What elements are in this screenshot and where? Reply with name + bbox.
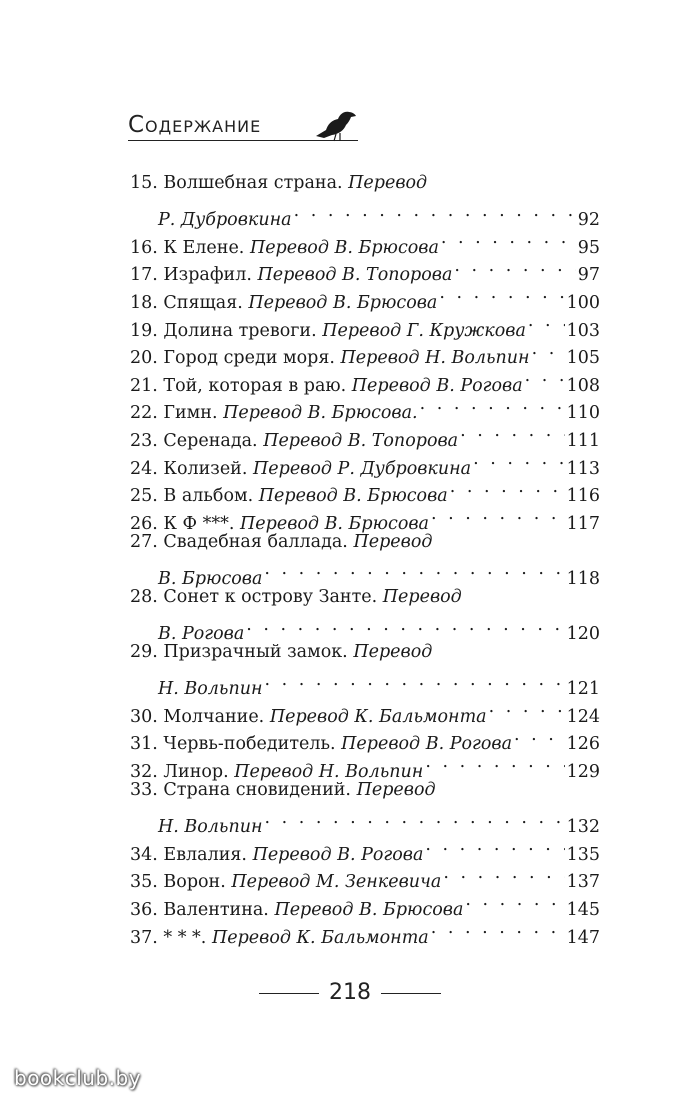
- dot-leader: [425, 749, 564, 777]
- entry-number: 20.: [130, 348, 158, 369]
- translator-credit: В. Рогова: [158, 624, 245, 645]
- dot-leader: [265, 805, 565, 833]
- translator-credit: Перевод Г. Кружкова: [322, 320, 526, 341]
- dot-leader: [443, 860, 564, 888]
- page-ref: 100: [566, 292, 600, 313]
- poem-title: Спящая.: [163, 292, 243, 313]
- toc-entry-line: [130, 722, 600, 755]
- dot-leader: [264, 556, 564, 584]
- toc-entry-line: [130, 280, 600, 313]
- dot-leader: [439, 280, 564, 308]
- translator-credit: Перевод В. Брюсова: [240, 513, 429, 534]
- dot-leader: [528, 308, 565, 336]
- translator-credit: Перевод В. Рогова: [341, 734, 513, 755]
- poem-title: К Ф ***.: [163, 513, 235, 534]
- entry-number: 29.: [130, 642, 158, 663]
- entry-number: 27.: [130, 531, 158, 552]
- translator-credit: Перевод В. Брюсова: [274, 900, 464, 921]
- translator-credit: Перевод В. Рогова: [252, 844, 424, 865]
- page-ref: 117: [566, 513, 600, 534]
- translator-credit: Перевод В. Брюсова: [248, 292, 438, 313]
- toc-entry-line: [130, 694, 600, 727]
- poem-title: Долина тревоги.: [163, 320, 317, 341]
- page-ref: 97: [577, 265, 600, 286]
- toc-entry-line: [130, 777, 600, 805]
- toc-entry-line: [130, 198, 600, 231]
- poem-title: Серенада.: [163, 430, 258, 451]
- table-of-contents: [130, 170, 600, 948]
- poem-title: Сонет к острову Занте.: [163, 586, 378, 607]
- page-ref: 121: [566, 679, 600, 700]
- translator-credit: Р. Дубровкина: [158, 210, 292, 231]
- toc-entry-line: [130, 501, 600, 534]
- translator-credit: Перевод: [353, 531, 433, 552]
- page-ref: 95: [577, 237, 600, 258]
- poem-title: Израфил.: [163, 265, 252, 286]
- watermark: bookclub.by: [14, 1066, 142, 1090]
- toc-entry-text: [130, 584, 462, 612]
- dot-leader: [450, 474, 565, 502]
- dot-leader: [525, 363, 565, 391]
- translator-credit: Перевод М. Зенкевича: [231, 872, 442, 893]
- entry-number: 25.: [130, 486, 158, 507]
- toc-entry-text: [130, 170, 427, 198]
- toc-entry-line: [130, 446, 600, 479]
- toc-entry-text: [130, 925, 429, 953]
- dot-leader: [246, 612, 564, 640]
- page-ref: 145: [566, 900, 600, 921]
- toc-entry-line: [130, 391, 600, 424]
- poem-title: Волшебная страна.: [163, 173, 343, 193]
- section-title: Содержание: [128, 112, 262, 138]
- entry-number: 23.: [130, 430, 158, 451]
- poem-title: Червь-победитель.: [163, 734, 336, 755]
- page-ref: 147: [566, 927, 600, 948]
- page-ref: 103: [566, 320, 600, 341]
- toc-entry-line: [130, 170, 600, 198]
- page-ref: 111: [566, 430, 600, 451]
- toc-entry-line: [130, 832, 600, 865]
- dot-leader: [431, 915, 565, 943]
- translator-credit: Перевод Р. Дубровкина: [253, 458, 472, 479]
- translator-credit: Н. Вольпин: [158, 679, 263, 700]
- page-ref: 105: [566, 348, 600, 369]
- dot-leader: [465, 887, 564, 915]
- toc-entry-line: [130, 418, 600, 451]
- page-ref: 129: [566, 762, 600, 783]
- toc-entry-line: [130, 639, 600, 667]
- translator-credit: Перевод Н. Вольпин: [340, 348, 530, 369]
- toc-entry-line: [130, 667, 600, 700]
- entry-number: 28.: [130, 586, 158, 607]
- folio-dash-right: [381, 993, 441, 994]
- toc-entry-line: [130, 860, 600, 893]
- poem-title: К Елене.: [163, 237, 245, 258]
- entry-number: 36.: [130, 900, 158, 921]
- translator-credit: Перевод В. Брюсова: [258, 486, 448, 507]
- toc-entry-line: [130, 749, 600, 783]
- entry-number: 37.: [130, 927, 158, 948]
- poem-title: Евлалия.: [163, 844, 247, 865]
- toc-entry-line: [130, 887, 600, 921]
- dot-leader: [265, 667, 565, 695]
- entry-number: 15.: [130, 173, 158, 193]
- translator-credit: Перевод В. Брюсова: [249, 237, 439, 258]
- page-ref: 120: [566, 624, 600, 645]
- poem-title: Призрачный замок.: [163, 642, 348, 663]
- toc-entry-line: [130, 612, 600, 645]
- translator-credit: Перевод К. Бальмонта: [269, 706, 487, 727]
- entry-number: 30.: [130, 706, 158, 727]
- entry-number: 24.: [130, 458, 158, 479]
- entry-number: 18.: [130, 292, 158, 313]
- translator-credit: Н. Вольпин: [158, 817, 263, 838]
- dot-leader: [425, 832, 564, 860]
- poem-title: Колизей.: [163, 458, 248, 479]
- translator-credit: Перевод: [353, 642, 433, 663]
- page-number: 218: [329, 980, 371, 1005]
- page-ref: 113: [566, 458, 600, 479]
- toc-entry-line: [130, 915, 600, 948]
- dot-leader: [460, 418, 564, 446]
- poem-title: Той, которая в раю.: [163, 375, 347, 396]
- page-ref: 132: [566, 817, 600, 838]
- toc-entry-line: [130, 336, 600, 369]
- dot-leader: [489, 694, 565, 722]
- toc-entry-line: [130, 805, 600, 838]
- entry-number: 21.: [130, 375, 158, 396]
- toc-entry-line: [130, 363, 600, 396]
- folio-dash-left: [259, 993, 319, 994]
- poem-title: Валентина.: [163, 900, 269, 921]
- translator-credit: Перевод В. Брюсова.: [223, 403, 418, 424]
- toc-entry-line: [130, 225, 600, 258]
- toc-entry-line: [130, 253, 600, 286]
- entry-number: 26.: [130, 513, 158, 534]
- poem-title: Ворон.: [163, 872, 226, 893]
- page-ref: 137: [566, 872, 600, 893]
- toc-entry-line: [130, 308, 600, 341]
- poem-title: Линор.: [163, 762, 229, 783]
- translator-credit: Перевод В. Топорова: [257, 265, 453, 286]
- poem-title: * * *.: [163, 927, 207, 948]
- entry-number: 31.: [130, 734, 158, 755]
- page-ref: 118: [566, 568, 600, 589]
- toc-entry-line: [130, 556, 600, 589]
- entry-number: 22.: [130, 403, 158, 424]
- poem-title: Свадебная баллада.: [163, 531, 348, 552]
- poem-title: Гимн.: [163, 403, 218, 424]
- translator-credit: Перевод: [348, 173, 428, 193]
- entry-number: 19.: [130, 320, 158, 341]
- toc-entry-line: [130, 529, 600, 557]
- dot-leader: [454, 253, 575, 281]
- translator-credit: Перевод В. Рогова: [351, 375, 523, 396]
- dot-leader: [441, 225, 576, 253]
- dot-leader: [420, 391, 565, 419]
- poem-title: Страна сновидений.: [163, 780, 351, 801]
- dot-leader: [431, 501, 565, 529]
- poem-title: В альбом.: [163, 486, 254, 507]
- poem-title: Город среди моря.: [163, 348, 335, 369]
- entry-number: 35.: [130, 872, 158, 893]
- dot-leader: [532, 336, 565, 364]
- entry-number: 33.: [130, 780, 158, 801]
- translator-credit: Перевод К. Бальмонта: [211, 927, 429, 948]
- dot-leader: [294, 198, 576, 226]
- translator-credit: Перевод: [382, 586, 462, 607]
- page-ref: 124: [566, 706, 600, 727]
- translator-credit: Перевод: [356, 780, 436, 801]
- toc-entry-text: [130, 639, 432, 667]
- page-folio: [0, 980, 700, 1005]
- translator-credit: В. Брюсова: [158, 568, 263, 589]
- dot-leader: [473, 446, 564, 474]
- poem-title: Молчание.: [163, 706, 265, 727]
- entry-number: 34.: [130, 844, 158, 865]
- page-ref: 110: [566, 403, 600, 424]
- translator-credit: Перевод Н. Вольпин: [234, 762, 424, 783]
- toc-entry-text: [130, 529, 432, 557]
- raven-icon: [310, 106, 358, 142]
- translator-credit: Перевод В. Топорова: [263, 430, 459, 451]
- toc-entry-text: [130, 777, 436, 805]
- toc-entry-line: [130, 474, 600, 507]
- entry-number: 17.: [130, 265, 158, 286]
- page-ref: 108: [566, 375, 600, 396]
- entry-number: 32.: [130, 762, 158, 783]
- page-ref: 126: [566, 734, 600, 755]
- page-ref: 92: [577, 210, 600, 231]
- toc-entry-line: [130, 584, 600, 612]
- page-ref: 135: [566, 844, 600, 865]
- page-ref: 116: [566, 486, 600, 507]
- dot-leader: [514, 722, 565, 750]
- entry-number: 16.: [130, 237, 158, 258]
